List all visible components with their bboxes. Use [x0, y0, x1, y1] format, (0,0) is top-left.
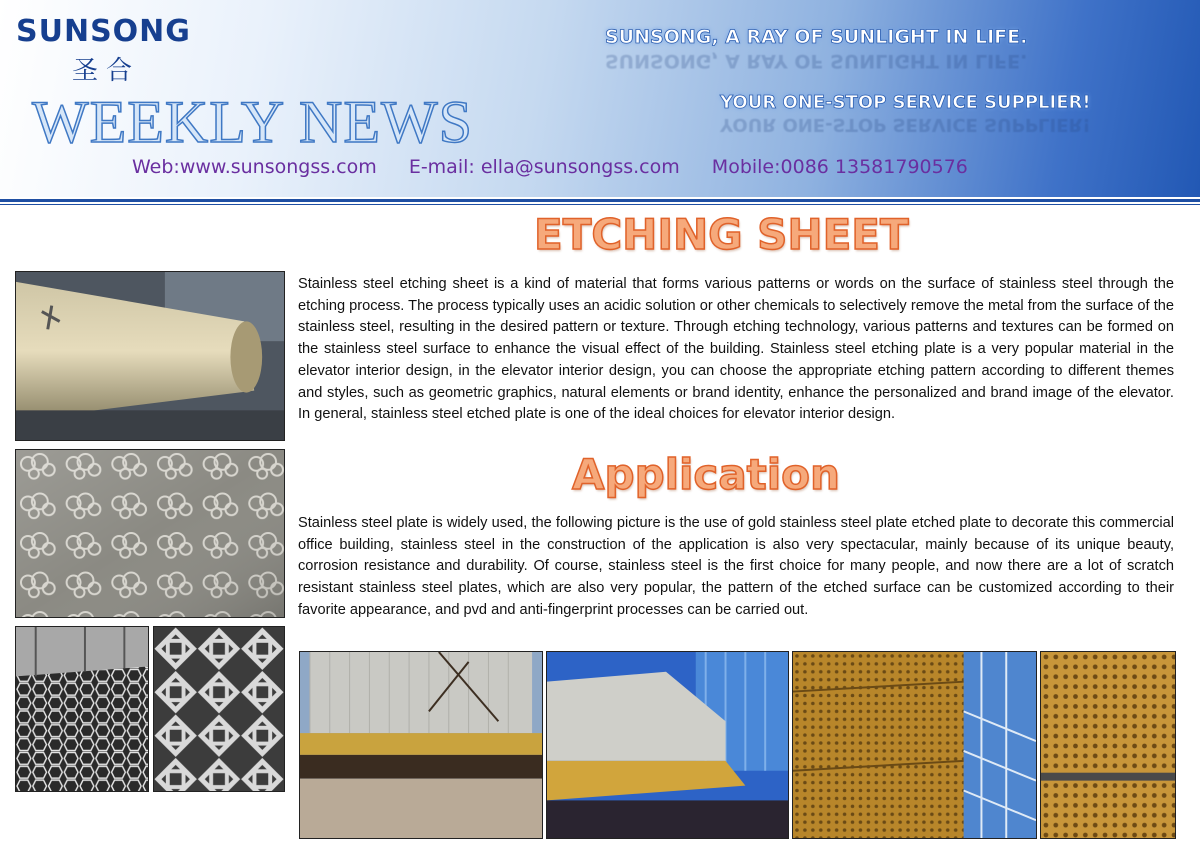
logo-chinese-text: 圣合	[72, 56, 141, 86]
photo-cloud-pattern-sheet	[15, 449, 285, 618]
application-paragraph: Stainless steel plate is widely used, the following picture is the use of gold stainless steel plate etched plate to decorate this commercial office building, stainless steel in the construction of the application is also very spectacular, mainly because of its unique beauty, corrosion resistance and durability. Of course, stainless steel is the first choice for many people, and now there are a lot of scratch resistant stainless steel plates, which are also very popular, the pattern of the etched surface can be customized according to their favorite appearance, and pvd and anti-fingerprint processes can be carried out.	[298, 515, 1174, 618]
photo-geometric-etched-panel	[153, 626, 285, 792]
photo-gold-facade-glass	[792, 651, 1037, 839]
slogan-secondary-reflection: YOUR ONE-STOP SERVICE SUPPLIER!	[720, 114, 1091, 135]
email-text: E-mail: ella@sunsongss.com	[408, 156, 680, 178]
header-divider-thin	[0, 204, 1200, 205]
photo-building-front	[299, 651, 543, 839]
newsletter-title: WEEKLY NEWS	[32, 89, 473, 155]
header-divider-thick	[0, 199, 1200, 202]
photo-gold-perforated-panel	[1040, 651, 1176, 839]
mobile-text: Mobile:0086 13581790576	[711, 156, 968, 178]
contact-line	[132, 156, 994, 178]
etching-sheet-heading: ETCHING SHEET	[534, 210, 909, 259]
sunsong-logo	[16, 14, 216, 84]
application-heading: Application	[572, 450, 840, 499]
slogan-primary-reflection: SUNSONG, A RAY OF SUNLIGHT IN LIFE.	[605, 50, 1028, 72]
photo-building-corner	[546, 651, 789, 839]
logo-text: SUNSONG	[16, 14, 191, 49]
photo-hexagon-etched-room	[15, 626, 149, 792]
website-text: Web:www.sunsongss.com	[132, 156, 377, 178]
slogan-primary: SUNSONG, A RAY OF SUNLIGHT IN LIFE.	[605, 26, 1028, 48]
slogan-secondary: YOUR ONE-STOP SERVICE SUPPLIER!	[720, 92, 1091, 113]
header-banner	[0, 0, 1200, 197]
photo-etching-roller	[15, 271, 285, 441]
etching-sheet-paragraph: Stainless steel etching sheet is a kind of material that forms various patterns or words on the surface of stainless steel through the etching process. The process typically uses an acidic solution or other chemicals to selectively remove the metal from the surface of the stainless steel, resulting in the desired pattern or texture. Through etching technology, various patterns and textures can be formed on the stainless steel surface to enhance the visual effect of the building. Stainless steel etching plate is a very popular material in the elevator interior design, in the elevator interior design, you can choose the appropriate etching pattern according to different themes and styles, such as geometric graphics, natural elements or brand identity, enhance the personalized and brand image of the elevator. In general, stainless steel etched plate is one of the ideal choices for elevator interior design.	[298, 276, 1174, 423]
